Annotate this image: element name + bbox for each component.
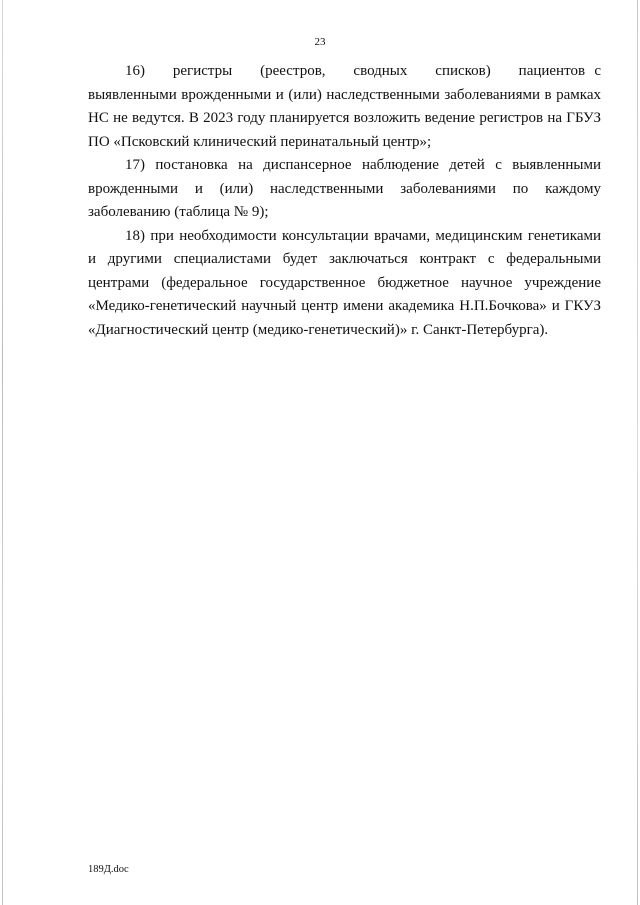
paragraph-16: 16) регистры (реестров, сводных списков) пациентов с выявленными врожденными и (или) наследственными заболеваниями в рамках НС не ведутся. В 2023 году планируется возложить ведение регистров на ГБУЗ ПО «Псковский клинический перинатальный центр»; <box>88 63 601 150</box>
paragraph-17: 17) постановка на диспансерное наблюдение детей с выявленными врожденными и (или) наследственными заболеваниями по каждому заболеванию (таблица № 9); <box>88 157 601 220</box>
paragraph-18: 18) при необходимости консультации врачами, медицинским генетиками и другими специалистами будет заключаться контракт с федеральными центрами (федеральное государственное бюджетное научное учреждение «Медико-генетический научный центр имени академика Н.П.Бочкова» и ГКУЗ «Диагностический центр (медико-генетический)» г. Санкт-Петербурга). <box>88 227 601 338</box>
scan-edge-left <box>2 0 3 905</box>
scan-edge-right <box>637 0 638 905</box>
footer-filename: 189Д.doc <box>88 864 129 875</box>
page-number: 23 <box>314 36 326 48</box>
document-body <box>88 60 601 342</box>
